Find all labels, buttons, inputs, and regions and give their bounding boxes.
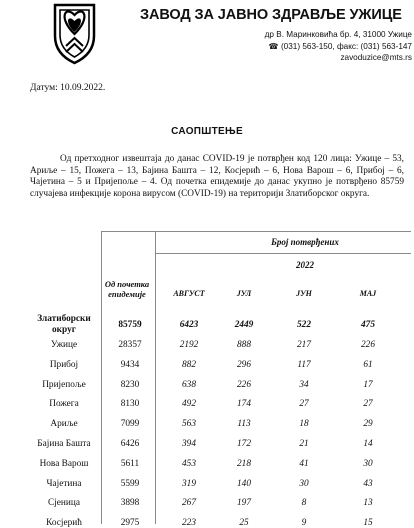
town-since-value: 3898 <box>120 498 140 508</box>
institution-address: др В. Маринковића бр. 4, 31000 Ужице <box>264 30 412 39</box>
town-since-value: 2975 <box>120 518 140 528</box>
table-rule <box>101 231 102 524</box>
town-month-value: 2192 <box>179 340 199 350</box>
town-month-value: 638 <box>182 380 196 390</box>
region-total-label: Златиборски округ <box>37 314 91 335</box>
town-name: Ужице <box>50 340 78 350</box>
table-rule <box>101 231 411 232</box>
town-month-value: 319 <box>182 479 196 489</box>
town-name: Пожега <box>49 399 79 409</box>
town-month-value: 34 <box>299 380 309 390</box>
town-month-value: 18 <box>299 419 309 429</box>
town-month-value: 15 <box>363 518 373 528</box>
town-since-value: 9434 <box>120 360 140 370</box>
town-month-value: 13 <box>363 498 373 508</box>
table-rule <box>155 253 411 254</box>
town-month-value: 117 <box>297 360 311 370</box>
town-month-value: 41 <box>299 459 309 469</box>
town-since-value: 5599 <box>120 479 140 489</box>
year-header: 2022 <box>296 260 314 270</box>
town-month-value: 453 <box>182 459 196 469</box>
town-since-value: 8230 <box>120 380 140 390</box>
town-month-value: 30 <box>299 479 309 489</box>
institution-email: zavoduzice@mts.rs <box>340 53 412 62</box>
town-month-value: 25 <box>239 518 249 528</box>
town-name: Пријепоље <box>42 380 86 390</box>
town-month-value: 172 <box>237 439 251 449</box>
town-month-value: 296 <box>237 360 251 370</box>
town-month-value: 61 <box>363 360 373 370</box>
region-total-june: 522 <box>297 320 311 330</box>
town-since-value: 7099 <box>120 419 140 429</box>
document-title: САОПШТЕЊЕ <box>171 126 243 137</box>
town-month-value: 217 <box>297 340 311 350</box>
town-month-value: 9 <box>301 518 307 528</box>
month-header-may: МАЈ <box>359 289 377 298</box>
announcement-paragraph: Од претходног извештаја до данас COVID-19 је потврђен код 120 лица: Ужице – 53, Ариље – 15, Пожега – 13, Бајина Башта – 12, Косјерић – 6, Нова Варош – 6, Прибој – 6, Чајетина – 5 и Пријепоље – 4. Од почетка епидемије до данас укупно је потврђено 85759 случајева инфекције корона вирусом (COVID-19) на територији Златиборског округа. <box>30 154 404 199</box>
town-month-value: 27 <box>299 399 309 409</box>
town-name: Косјерић <box>46 518 82 528</box>
town-month-value: 21 <box>299 439 309 449</box>
town-since-value: 6426 <box>120 439 140 449</box>
town-month-value: 29 <box>363 419 373 429</box>
town-since-value: 8130 <box>120 399 140 409</box>
institute-logo <box>53 2 96 65</box>
town-since-value: 28357 <box>118 340 142 350</box>
town-month-value: 30 <box>363 459 373 469</box>
town-month-value: 197 <box>237 498 251 508</box>
region-total-july: 2449 <box>234 320 254 330</box>
region-total-since: 85759 <box>118 320 142 330</box>
town-month-value: 17 <box>363 380 373 390</box>
month-header-july: ЈУЛ <box>236 289 252 298</box>
region-total-may: 475 <box>361 320 375 330</box>
town-name: Сјеница <box>48 498 80 508</box>
town-month-value: 43 <box>363 479 373 489</box>
town-month-value: 27 <box>363 399 373 409</box>
town-month-value: 888 <box>237 340 251 350</box>
document-date: Датум: 10.09.2022. <box>30 83 106 93</box>
month-header-august: АВГУСТ <box>173 289 205 298</box>
region-total-august: 6423 <box>179 320 199 330</box>
town-month-value: 218 <box>237 459 251 469</box>
town-name: Ариље <box>50 419 78 429</box>
town-month-value: 492 <box>182 399 196 409</box>
town-month-value: 394 <box>182 439 196 449</box>
town-month-value: 882 <box>182 360 196 370</box>
town-month-value: 14 <box>363 439 373 449</box>
town-name: Чајетина <box>46 479 82 489</box>
town-name: Нова Варош <box>39 459 89 469</box>
town-month-value: 113 <box>237 419 251 429</box>
month-header-june: ЈУН <box>296 289 312 298</box>
town-month-value: 226 <box>237 380 251 390</box>
town-name: Прибој <box>49 360 79 370</box>
town-name: Бајина Башта <box>37 439 91 449</box>
confirmed-count-header: Број потврђених <box>271 237 339 247</box>
town-month-value: 226 <box>361 340 375 350</box>
town-month-value: 223 <box>182 518 196 528</box>
institution-name: ЗАВОД ЗА ЈАВНО ЗДРАВЉЕ УЖИЦЕ <box>140 7 402 23</box>
town-month-value: 174 <box>237 399 251 409</box>
town-month-value: 8 <box>301 498 307 508</box>
town-since-value: 5611 <box>120 459 140 469</box>
since-epidemic-header: Од почетка епидемије <box>104 279 150 299</box>
town-month-value: 267 <box>182 498 196 508</box>
table-rule <box>155 231 156 524</box>
town-month-value: 563 <box>182 419 196 429</box>
town-month-value: 140 <box>237 479 251 489</box>
institution-phone: ☎ (031) 563-150, факс: (031) 563-147 <box>268 42 412 51</box>
